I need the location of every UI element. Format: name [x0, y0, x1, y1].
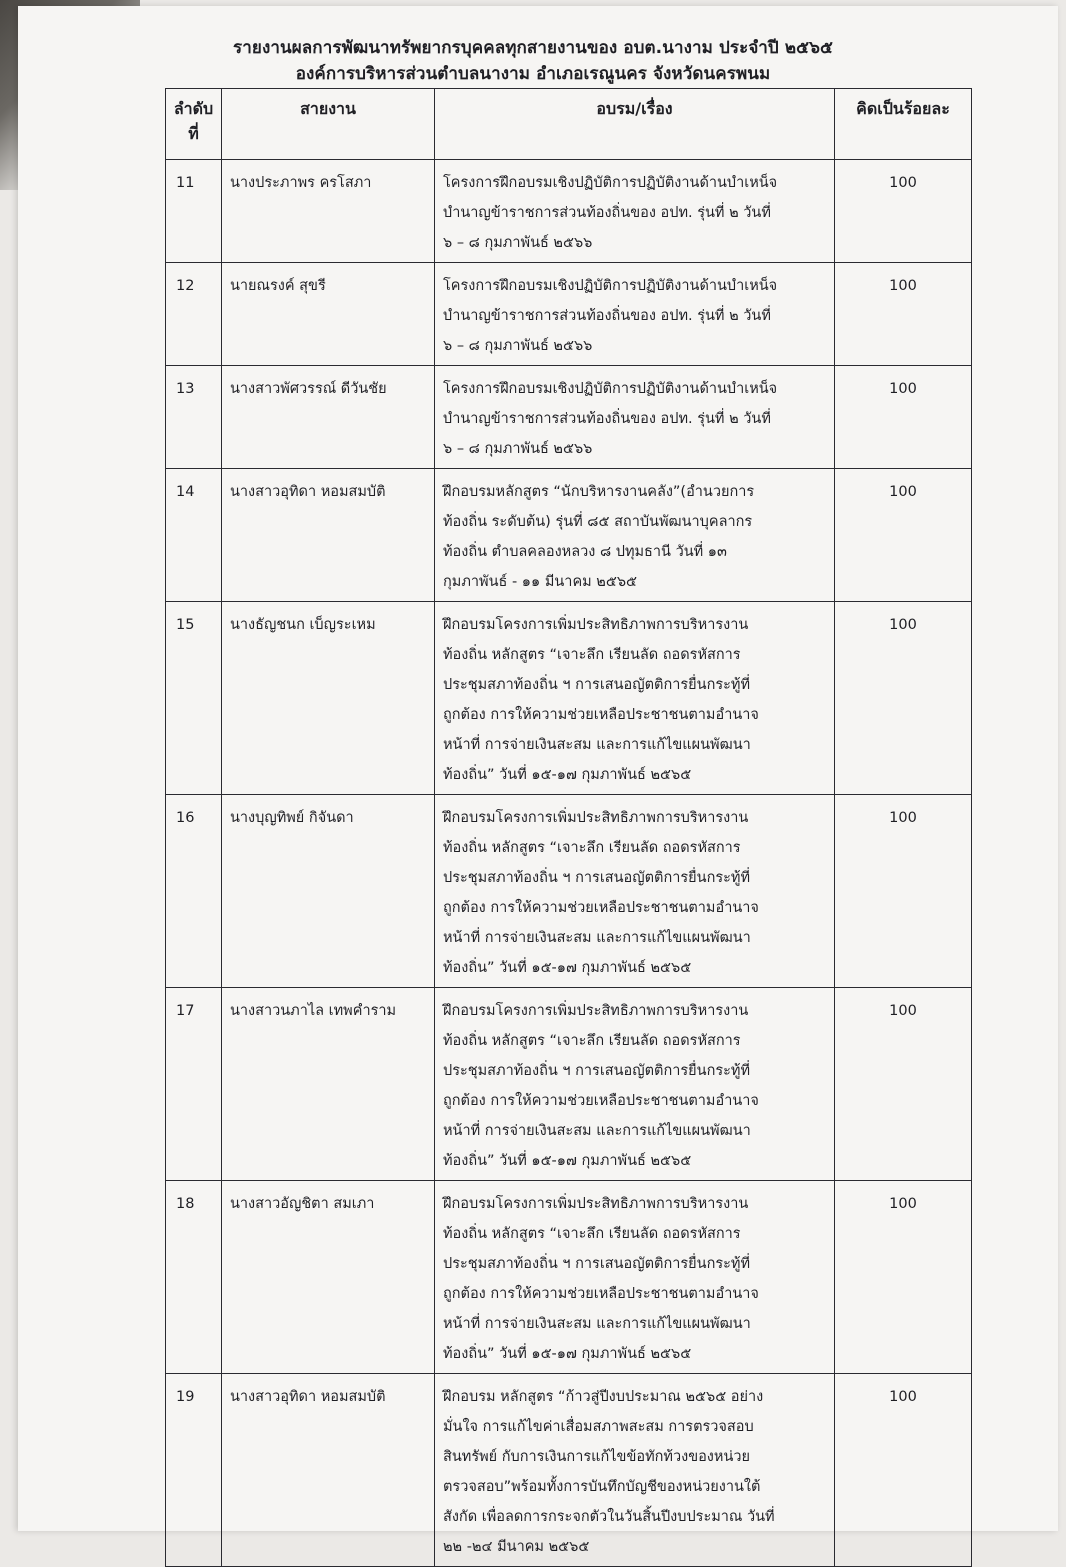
row-course: ฝึกอบรม หลักสูตร “ก้าวสู่ปีงบประมาณ ๒๕๖๕ อย่าง มั่นใจ การแก้ไขค่าเสื่อมสภาพสะสม การตรวจสอบ สินทรัพย์ กับการเงินการแก้ไขข้อทักท้วงของหน่วย ตรวจสอบ”พร้อมทั้งการบันทึกบัญชีของหน่วยงานใต้ สังกัด เพื่อลดการกระจกตัวในวันสิ้นปีงบประมาณ วันที่ ๒๒ -๒๔ มีนาคม ๒๕๖๕ [435, 1374, 835, 1567]
row-course: ฝึกอบรมโครงการเพิ่มประสิทธิภาพการบริหารงาน ท้องถิ่น หลักสูตร “เจาะลึก เรียนลัด ถอดรหัสการ ประชุมสภาท้องถิ่น ฯ การเสนอญัตติการยื่นกระทู้ที่ ถูกต้อง การให้ความช่วยเหลือประชาชนตามอำนาจ หน้าที่ การจ่ายเงินสะสม และการแก้ไขแผนพัฒนา ท้องถิ่น” วันที่ ๑๕-๑๗ กุมภาพันธ์ ๒๕๖๕ [435, 602, 835, 795]
organization-subtitle: องค์การบริหารส่วนตำบลนางาม อำเภอเรณูนคร จังหวัดนครพนม [295, 64, 771, 84]
row-number: 14 [166, 469, 222, 602]
row-number: 12 [166, 263, 222, 366]
row-course: ฝึกอบรมโครงการเพิ่มประสิทธิภาพการบริหารงาน ท้องถิ่น หลักสูตร “เจาะลึก เรียนลัด ถอดรหัสการ ประชุมสภาท้องถิ่น ฯ การเสนอญัตติการยื่นกระทู้ที่ ถูกต้อง การให้ความช่วยเหลือประชาชนตามอำนาจ หน้าที่ การจ่ายเงินสะสม และการแก้ไขแผนพัฒนา ท้องถิ่น” วันที่ ๑๕-๑๗ กุมภาพันธ์ ๒๕๖๕ [435, 795, 835, 988]
row-name: นางธัญชนก เบ็ญระเหม [222, 602, 435, 795]
header-name: สายงาน [222, 89, 435, 160]
row-percent: 100 [835, 1181, 972, 1374]
row-name: นางสาวพัศวรรณ์ ดีวันชัย [222, 366, 435, 469]
header-no: ลำดับ ที่ [166, 89, 222, 160]
table-row [166, 469, 972, 602]
table-row [166, 366, 972, 469]
row-name: นางสาวอุทิดา หอมสมบัติ [222, 1374, 435, 1567]
table-header-row [166, 89, 972, 160]
row-percent: 100 [835, 795, 972, 988]
row-name: นางสาวอุทิดา หอมสมบัติ [222, 469, 435, 602]
report-title: รายงานผลการพัฒนาทรัพยากรบุคคลทุกสายงานของ อบต.นางาม ประจำปี ๒๕๖๕ [233, 38, 833, 58]
row-number: 11 [166, 160, 222, 263]
row-course: โครงการฝึกอบรมเชิงปฏิบัติการปฏิบัติงานด้านบำเหน็จ บำนาญข้าราชการส่วนท้องถิ่นของ อปท. รุ่นที่ ๒ วันที่ ๖ – ๘ กุมภาพันธ์ ๒๕๖๖ [435, 263, 835, 366]
row-percent: 100 [835, 988, 972, 1181]
row-course: โครงการฝึกอบรมเชิงปฏิบัติการปฏิบัติงานด้านบำเหน็จ บำนาญข้าราชการส่วนท้องถิ่นของ อปท. รุ่นที่ ๒ วันที่ ๖ – ๘ กุมภาพันธ์ ๒๕๖๖ [435, 160, 835, 263]
table-row [166, 160, 972, 263]
row-percent: 100 [835, 366, 972, 469]
row-name: นางบุญทิพย์ กิจันดา [222, 795, 435, 988]
table-row [166, 988, 972, 1181]
row-percent: 100 [835, 263, 972, 366]
row-percent: 100 [835, 602, 972, 795]
row-name: นางสาวอัญชิตา สมเภา [222, 1181, 435, 1374]
row-percent: 100 [835, 160, 972, 263]
row-name: นางประภาพร ครโสภา [222, 160, 435, 263]
row-number: 18 [166, 1181, 222, 1374]
row-number: 16 [166, 795, 222, 988]
row-course: ฝึกอบรมโครงการเพิ่มประสิทธิภาพการบริหารงาน ท้องถิ่น หลักสูตร “เจาะลึก เรียนลัด ถอดรหัสการ ประชุมสภาท้องถิ่น ฯ การเสนอญัตติการยื่นกระทู้ที่ ถูกต้อง การให้ความช่วยเหลือประชาชนตามอำนาจ หน้าที่ การจ่ายเงินสะสม และการแก้ไขแผนพัฒนา ท้องถิ่น” วันที่ ๑๕-๑๗ กุมภาพันธ์ ๒๕๖๕ [435, 988, 835, 1181]
table-row [166, 263, 972, 366]
header-course: อบรม/เรื่อง [435, 89, 835, 160]
row-percent: 100 [835, 1374, 972, 1567]
table-row [166, 602, 972, 795]
header-percent: คิดเป็นร้อยละ [835, 89, 972, 160]
training-report-table [165, 88, 972, 1567]
row-number: 15 [166, 602, 222, 795]
row-course: ฝึกอบรมโครงการเพิ่มประสิทธิภาพการบริหารงาน ท้องถิ่น หลักสูตร “เจาะลึก เรียนลัด ถอดรหัสการ ประชุมสภาท้องถิ่น ฯ การเสนอญัตติการยื่นกระทู้ที่ ถูกต้อง การให้ความช่วยเหลือประชาชนตามอำนาจ หน้าที่ การจ่ายเงินสะสม และการแก้ไขแผนพัฒนา ท้องถิ่น” วันที่ ๑๕-๑๗ กุมภาพันธ์ ๒๕๖๕ [435, 1181, 835, 1374]
table-row [166, 795, 972, 988]
row-number: 17 [166, 988, 222, 1181]
table-row [166, 1181, 972, 1374]
row-name: นางสาวนภาไล เทพคำราม [222, 988, 435, 1181]
row-percent: 100 [835, 469, 972, 602]
row-number: 19 [166, 1374, 222, 1567]
row-number: 13 [166, 366, 222, 469]
row-course: ฝึกอบรมหลักสูตร “นักบริหารงานคลัง”(อำนวยการ ท้องถิ่น ระดับต้น) รุ่นที่ ๘๕ สถาบันพัฒนาบุคลากร ท้องถิ่น ตำบลคลองหลวง ๘ ปทุมธานี วันที่ ๑๓ กุมภาพันธ์ - ๑๑ มีนาคม ๒๕๖๕ [435, 469, 835, 602]
row-name: นายณรงค์ สุขรี [222, 263, 435, 366]
row-course: โครงการฝึกอบรมเชิงปฏิบัติการปฏิบัติงานด้านบำเหน็จ บำนาญข้าราชการส่วนท้องถิ่นของ อปท. รุ่นที่ ๒ วันที่ ๖ – ๘ กุมภาพันธ์ ๒๕๖๖ [435, 366, 835, 469]
